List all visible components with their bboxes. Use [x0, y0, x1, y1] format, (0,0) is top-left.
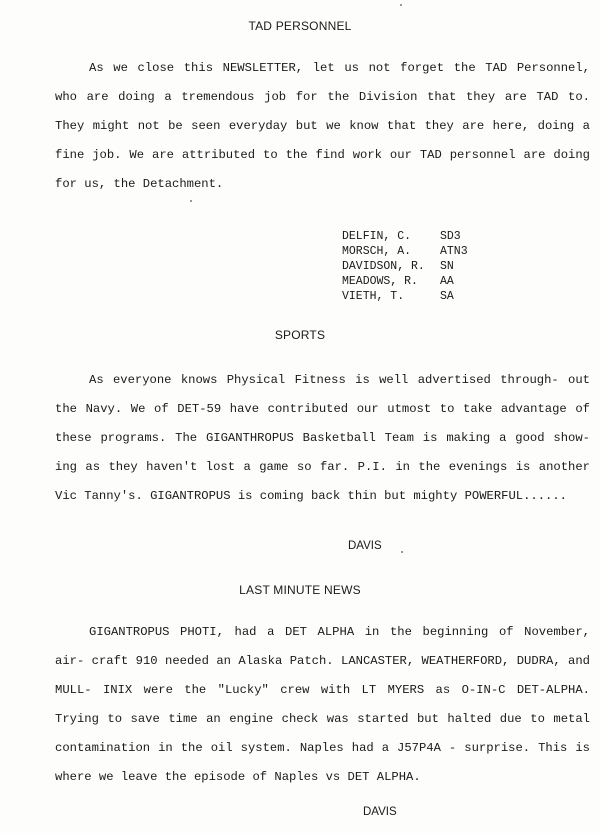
roster-row: VIETH, T. SA: [342, 290, 454, 303]
news-heading: LAST MINUTE NEWS: [239, 583, 361, 597]
tad-heading: TAD PERSONNEL: [248, 19, 352, 33]
roster-row: DAVIDSON, R. SN: [342, 260, 454, 273]
roster-row: DELFIN, C. SD3: [342, 230, 461, 243]
news-signature: DAVIS: [363, 806, 397, 818]
speck: [190, 200, 192, 202]
roster-row: MORSCH, A. ATN3: [342, 245, 468, 258]
speck: [401, 551, 403, 553]
tad-paragraph: As we close this NEWSLETTER, let us not forget the TAD Personnel, who are doing a tremendous job for the Division that they are TAD to. They might not be seen everyday but we know that they are here, doing a fine job. We are attributed to the find work our TAD personnel are doing for us, the Detachment.: [55, 61, 590, 191]
tad-roster: [342, 229, 468, 304]
sports-paragraph: As everyone knows Physical Fitness is well advertised through- out the Navy. We of DET-59 have contributed our utmost to take advantage of these programs. The GIGANTHROPUS Basketball Team is making a good show- ing as they haven't lost a game so far. P.I. in the evenings is another Vic Tanny's. GIGANTROPUS is coming back thin but mighty POWERFUL......: [55, 373, 590, 503]
news-paragraph: GIGANTROPUS PHOTI, had a DET ALPHA in the beginning of November, air- craft 910 needed an Alaska Patch. LANCASTER, WEATHERFORD, DUDRA, and MULL- INIX were the "Lucky" crew with LT MYERS as O-IN-C DET-ALPHA. Trying to save time an engine check was started but halted due to metal contamination in the oil system. Naples had a J57P4A - surprise. This is where we leave the episode of Naples vs DET ALPHA.: [55, 625, 590, 784]
sports-signature: DAVIS: [348, 540, 382, 552]
speck: [400, 4, 402, 6]
roster-row: MEADOWS, R. AA: [342, 275, 454, 288]
sports-heading: SPORTS: [274, 328, 326, 342]
